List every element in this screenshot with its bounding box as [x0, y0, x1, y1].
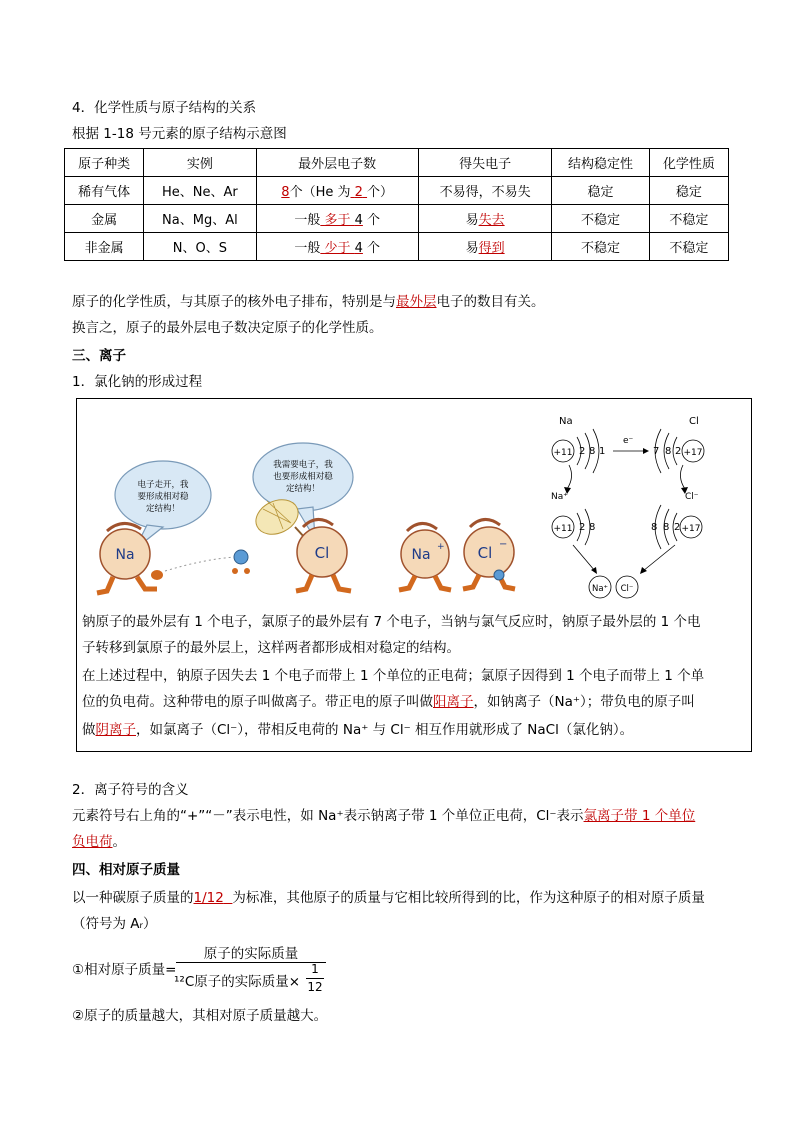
svg-text:2: 2 [674, 522, 681, 533]
cl-label: Cl [689, 416, 699, 427]
cl-character [296, 519, 351, 591]
table-row [65, 205, 729, 233]
svg-text:也要形成相对稳: 也要形成相对稳 [273, 472, 333, 482]
answer-blank: 负电荷 [72, 834, 113, 850]
table-cell: He、Ne、Ar [144, 177, 256, 205]
answer-blank: 1/12 [193, 890, 224, 906]
paragraph: 原子的化学性质，与其原子的核外电子排布，特别是与最外层电子的数目有关。 [72, 294, 545, 310]
electron-label: e⁻ [623, 436, 634, 446]
table-cell [418, 205, 551, 233]
table-header: 实例 [144, 149, 256, 177]
svg-text:Na: Na [411, 547, 431, 563]
section-subheading: 根据 1-18 号元素的原子结构示意图 [72, 126, 287, 142]
cell-text: 易 [465, 213, 479, 228]
svg-text:8: 8 [663, 522, 670, 533]
svg-text:Cl: Cl [477, 544, 493, 562]
svg-text:8: 8 [589, 446, 596, 457]
table-cell: 金属 [65, 205, 144, 233]
formula-denominator: ¹²C原子的实际质量× [174, 974, 301, 990]
atomic-structure-diagram [551, 416, 704, 598]
table-cell: 稳定 [649, 177, 728, 205]
svg-text:8: 8 [665, 446, 672, 457]
section-title: 四、相对原子质量 [72, 862, 180, 878]
nacl-illustration [77, 399, 751, 609]
cell-text: 一般 [294, 241, 321, 256]
table-cell [256, 205, 418, 233]
paragraph: ②原子的质量越大，其相对原子质量越大。 [72, 1008, 328, 1024]
answer-blank: 氯离子带 1 个单位 [583, 808, 696, 824]
cell-text: 一般 [294, 213, 321, 228]
table-cell [256, 233, 418, 261]
box-paragraph: 子转移到氯原子的最外层上，这样两者都形成相对稳定的结构。 [82, 640, 460, 656]
table-row [65, 233, 729, 261]
small-fraction-bar [306, 978, 324, 979]
table-cell [418, 233, 551, 261]
svg-text:+11: +11 [553, 524, 573, 534]
cell-text: 个 [367, 241, 381, 256]
answer-blank: 失去 [478, 213, 505, 228]
na-label: Na [559, 416, 573, 427]
answer-blank: 得到 [478, 241, 505, 256]
answer-blank: 4 [354, 241, 363, 256]
na-ion-character [399, 523, 451, 590]
svg-text:定结构！: 定结构！ [285, 484, 321, 494]
box-paragraph: 在上述过程中，钠原子因失去 1 个电子而带上 1 个单位的正电荷；氯原子因得到 1 个电子而带上 1 个单 [82, 668, 705, 684]
paragraph: 换言之，原子的最外层电子数决定原子的化学性质。 [72, 320, 383, 336]
table-header: 结构稳定性 [552, 149, 649, 177]
box-paragraph: 位的负电荷。这种带电的原子叫做离子。带正电的原子叫做阳离子，如钠离子（Na⁺）；带负电的原子叫 [82, 694, 695, 710]
cell-text: 易 [465, 241, 479, 256]
answer-blank: 8 [281, 185, 290, 200]
svg-text:8: 8 [589, 522, 596, 533]
answer-blank: 阴离子 [95, 722, 136, 738]
table-cell: 不稳定 [552, 233, 649, 261]
answer-blank: 多于 [324, 213, 351, 228]
electron-trail [165, 557, 235, 571]
atom-structure-table [64, 148, 729, 261]
svg-text:定结构！: 定结构！ [145, 504, 181, 514]
paragraph: 以一种碳原子质量的1/12 为标准，其他原子的质量与它相比较所得到的比，作为这种原子的相对原子质量 [72, 890, 705, 906]
table-cell: 非金属 [65, 233, 144, 261]
svg-text:−: − [499, 539, 508, 550]
table-cell: N、O、S [144, 233, 256, 261]
cell-text: 个 [367, 213, 381, 228]
formula-numerator: 原子的实际质量 [203, 946, 299, 962]
svg-text:+11: +11 [553, 448, 573, 458]
svg-text:+17: +17 [683, 448, 703, 458]
svg-text:1: 1 [599, 446, 606, 457]
table-cell: 不稳定 [649, 233, 728, 261]
answer-blank: 少于 [324, 241, 351, 256]
cell-text: 个） [367, 185, 394, 200]
svg-text:我需要电子，我: 我需要电子，我 [273, 460, 333, 470]
small-fraction-den: 12 [307, 980, 323, 994]
svg-text:8: 8 [651, 522, 658, 533]
cell-text: 个（He 为 [289, 185, 351, 200]
table-cell: Na、Mg、Al [144, 205, 256, 233]
na-ion-label: Na⁺ [551, 492, 568, 502]
cell-text: 不易得，不易失 [439, 185, 531, 200]
cl-ion-character [463, 519, 515, 589]
table-cell: 不稳定 [649, 205, 728, 233]
svg-text:2: 2 [579, 446, 586, 457]
answer-blank: 2 [354, 185, 363, 200]
table-cell [256, 177, 418, 205]
box-paragraph: 做阴离子，如氯离子（Cl⁻），带相反电荷的 Na⁺ 与 Cl⁻ 相互作用就形成了 NaCl（氯化钠）。 [82, 722, 634, 738]
section-heading: 4．化学性质与原子结构的关系 [72, 100, 257, 116]
fraction-bar [176, 962, 326, 963]
svg-text:要形成相对稳: 要形成相对稳 [137, 492, 189, 502]
svg-text:7: 7 [653, 446, 660, 457]
table-header: 最外层电子数 [256, 149, 418, 177]
final-cl-ion: Cl⁻ [620, 584, 634, 594]
svg-text:2: 2 [579, 522, 586, 533]
svg-text:+: + [437, 542, 445, 552]
electron-character [232, 550, 250, 574]
table-header: 得失电子 [418, 149, 551, 177]
cl-ion-label: Cl⁻ [685, 492, 699, 502]
paragraph: （符号为 Aᵣ） [72, 916, 157, 932]
paragraph: 元素符号右上角的“+”“－”表示电性，如 Na⁺表示钠离子带 1 个单位正电荷，Cl⁻表示氯离子带 1 个单位 [72, 808, 696, 824]
answer-blank: 最外层 [396, 294, 437, 310]
table-cell: 不稳定 [552, 205, 649, 233]
svg-text:Cl: Cl [314, 544, 330, 562]
formula-label: ①相对原子质量= [72, 962, 177, 978]
table-row [65, 177, 729, 205]
final-na-ion: Na⁺ [591, 584, 609, 594]
table-header-row [65, 149, 729, 177]
table-cell: 稀有气体 [65, 177, 144, 205]
subsection-title: 1．氯化钠的形成过程 [72, 374, 203, 390]
answer-blank: 4 [354, 213, 363, 228]
subsection-title: 2．离子符号的含义 [72, 782, 189, 798]
svg-text:Na: Na [115, 547, 135, 563]
box-paragraph: 钠原子的最外层有 1 个电子，氯原子的最外层有 7 个电子，当钠与氯气反应时，钠原子最外层的 1 个电 [82, 614, 701, 630]
small-fraction-num: 1 [311, 962, 319, 976]
answer-blank: 阳离子 [433, 694, 474, 710]
table-cell [418, 177, 551, 205]
svg-text:+17: +17 [681, 524, 701, 534]
table-header: 化学性质 [649, 149, 728, 177]
section-title: 三、离子 [72, 348, 126, 364]
table-header: 原子种类 [65, 149, 144, 177]
table-cell: 稳定 [552, 177, 649, 205]
svg-text:电子走开，我: 电子走开，我 [137, 480, 189, 490]
paragraph: 负电荷。 [72, 834, 126, 850]
svg-text:2: 2 [675, 446, 682, 457]
